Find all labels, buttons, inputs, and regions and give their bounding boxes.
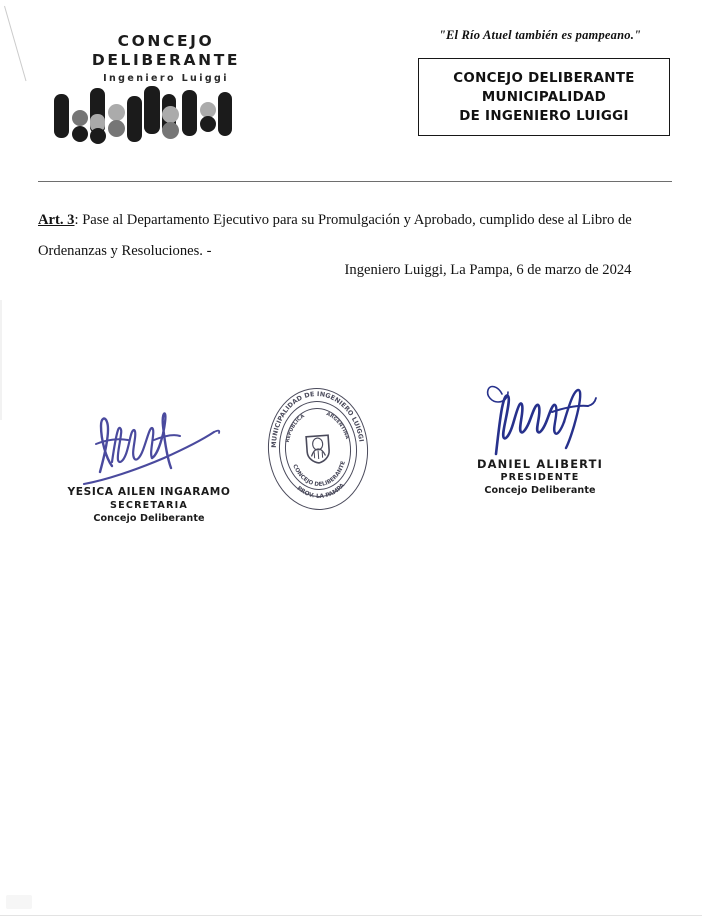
concejo-logo-wordmark [46,32,286,87]
article-body: Pase al Departamento Ejecutivo para su Promulgación y Aprobado, cumplido dese al Libro de Ordenanzas y Resoluciones. - [38,211,632,259]
stamp-text-prov-la-pampa: PROV. LA PAMPA [295,482,346,501]
president-role: PRESIDENTE [500,472,580,483]
header-divider-rule [38,181,672,182]
header-box-line-concejo: CONCEJO DELIBERANTE [453,70,635,86]
secretary-organization: Concejo Deliberante [93,513,205,524]
stamp-text-municipalidad: MUNICIPALIDAD DE INGENIERO LUIGGI [269,390,366,448]
institution-motto: "El Río Atuel también es pampeano." [438,28,642,42]
official-seal-stamp [264,385,372,514]
signature-block-secretary [44,400,254,526]
president-name: DANIEL ALIBERTI [476,457,604,471]
article-paragraph [38,205,676,267]
document-masthead [0,0,702,175]
institution-header-box [418,58,670,136]
secretary-name: YESICA AILEN INGARAMO [67,486,231,498]
logo-line-concejo: CONCEJO [117,32,215,50]
header-box-line-municipalidad: MUNICIPALIDAD [481,89,607,105]
article-label: Art. 3 [38,211,75,228]
logo-line-deliberante: DELIBERANTE [91,51,241,69]
header-box-line-ingeniero-luiggi: DE INGENIERO LUIGGI [459,108,629,124]
logo-line-ingeniero-luiggi: Ingeniero Luiggi [103,73,229,84]
place-and-date: Ingeniero Luiggi, La Pampa, 6 de marzo de 2024 [344,262,632,278]
scan-artifact-smudge [6,895,32,909]
scan-artifact-edge [0,300,2,420]
article-label-separator: : [74,211,79,228]
stamp-text-republica: REPUBLICA [284,413,306,444]
stamp-text-concejo-deliberante: CONCEJO DELIBERANTE [291,460,347,489]
stamp-text-argentina: ARGENTINA [325,411,351,440]
handwritten-signature-secretary [44,400,254,486]
president-organization: Concejo Deliberante [484,485,596,496]
secretary-role: SECRETARIA [109,500,189,511]
handwritten-signature-president [440,378,640,458]
stamp-coat-of-arms-icon [304,433,332,465]
signature-block-president [440,378,640,498]
concejo-bars-logo-icon [52,84,232,142]
